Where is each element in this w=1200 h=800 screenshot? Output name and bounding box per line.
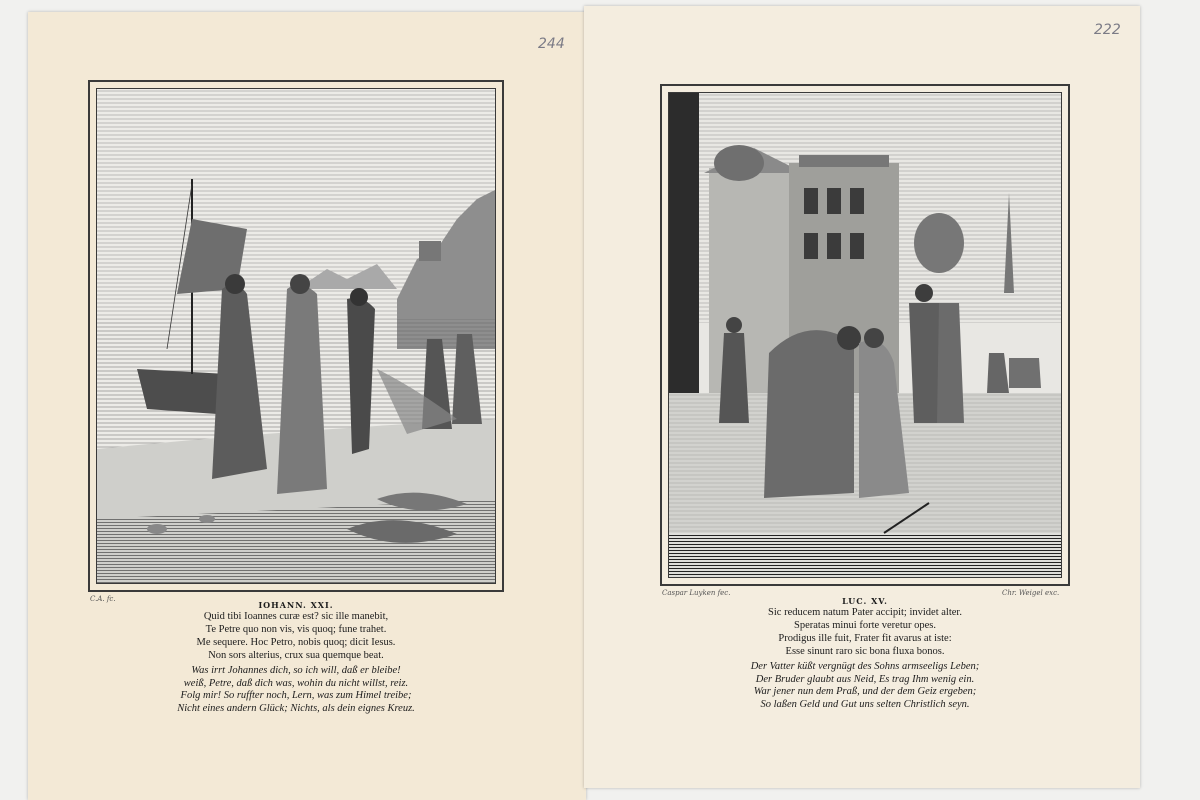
latin-verse (88, 610, 504, 662)
german-line: Der Vatter küßt vergnügt des Sohns armseeligs Leben; (750, 661, 980, 672)
engraving-peter-and-john-at-sea (96, 88, 496, 584)
caption-block (88, 600, 504, 715)
engraver-credit: Caspar Luyken fec. (662, 589, 731, 597)
right-print-sheet (584, 6, 1140, 788)
latin-line: Esse sinunt raro sic bona fluxa bonos. (785, 646, 945, 657)
german-line: Folg mir! So ruffter noch, Lern, was zum Himel treibe; (180, 690, 412, 701)
german-line: Was irrt Johannes dich, so ich will, daß er bleibe! (191, 665, 401, 676)
latin-line: Quid tibi Ioannes curæ est? sic ille manebit, (203, 611, 389, 622)
latin-line: Sic reducem natum Pater accipit; invidet alter. (768, 607, 962, 618)
latin-verse (660, 606, 1070, 658)
german-verse (88, 665, 504, 715)
engraving-illustration (669, 93, 1062, 578)
german-line: weiß, Petre, daß dich was, wohin du nicht willst, reiz. (183, 677, 409, 689)
german-line: War jener nun dem Praß, und der dem Geiz ergeben; (753, 686, 977, 697)
caption-block (660, 596, 1070, 711)
publisher-credit: Chr. Weigel exc. (1002, 589, 1060, 597)
pencil-inventory-number: 244 (538, 36, 565, 52)
german-line: Der Bruder glaubt aus Neid, Es trag Ihm wenig ein. (755, 673, 975, 685)
left-print-sheet (28, 12, 586, 800)
latin-line: Me sequere. Hoc Petro, nobis quoq; dicit Iesus. (196, 637, 396, 648)
engraving-frame (88, 80, 504, 592)
german-line: Nicht eines andern Glück; Nichts, als dein eignes Kreuz. (177, 702, 415, 714)
engraving-prodigal-son (668, 92, 1062, 578)
latin-line: Te Petre quo non vis, vis quoq; fune trahet. (205, 624, 387, 635)
engraving-frame (660, 84, 1070, 586)
latin-line: Speratas minui forte veretur opes. (794, 620, 936, 631)
pencil-inventory-number: 222 (1094, 22, 1121, 38)
german-line: So laßen Geld und Gut uns selten Christlich seyn. (760, 698, 970, 710)
german-verse (660, 661, 1070, 711)
latin-line: Prodigus ille fuit, Frater fit avarus at iste: (778, 633, 952, 644)
engraving-illustration (97, 89, 496, 584)
latin-line: Non sors alterius, crux sua quemque beat. (208, 650, 384, 661)
scripture-reference: LUC. XV. (842, 596, 888, 606)
scripture-reference: IOHANN. XXI. (258, 600, 334, 610)
engraver-credit: C.A. fc. (90, 595, 116, 603)
